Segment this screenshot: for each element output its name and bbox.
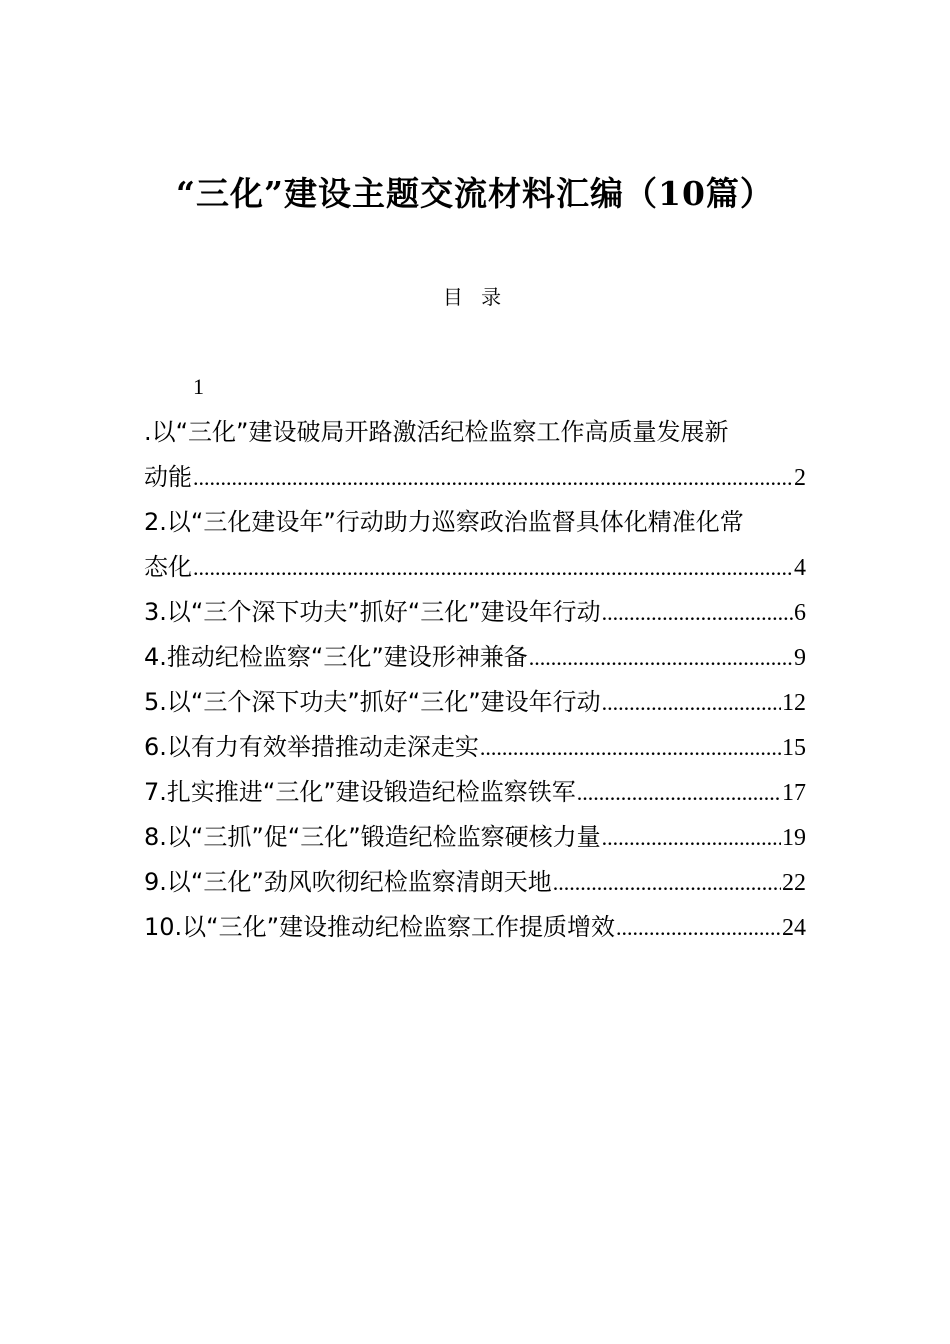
toc-entry-7[interactable] <box>144 770 806 815</box>
toc-entry-1[interactable] <box>144 410 806 500</box>
toc-entry-text: 10.以“三化”建设推动纪检监察工作提质增效 <box>144 913 616 941</box>
toc-page-number: 2 <box>794 465 806 491</box>
toc-dot-leader <box>577 770 781 815</box>
toc-page-number: 15 <box>782 735 806 761</box>
table-of-contents <box>144 410 806 950</box>
toc-entry-8[interactable] <box>144 815 806 860</box>
toc-entry-text-line2: 态化 <box>144 553 192 581</box>
toc-entry-text: 8.以“三抓”促“三化”锻造纪检监察硬核力量 <box>144 823 601 851</box>
toc-entry-text: 6.以有力有效举措推动走深走实 <box>144 733 479 761</box>
toc-dot-leader <box>616 905 781 950</box>
toc-dot-leader <box>193 545 793 590</box>
toc-entry-5[interactable] <box>144 680 806 725</box>
toc-dot-leader <box>529 635 793 680</box>
toc-entry-2[interactable] <box>144 500 806 590</box>
toc-heading: 目 录 <box>442 285 508 309</box>
toc-entry-4[interactable] <box>144 635 806 680</box>
toc-entry-text-line2: 动能 <box>144 463 192 491</box>
toc-entry-text-line1: 2.以“三化建设年”行动助力巡察政治监督具体化精准化常 <box>144 508 744 536</box>
toc-dot-leader <box>602 590 793 635</box>
toc-dot-leader <box>553 860 781 905</box>
toc-entry-3[interactable] <box>144 590 806 635</box>
toc-entry-text: 4.推动纪检监察“三化”建设形神兼备 <box>144 643 528 671</box>
toc-entry-text: 9.以“三化”劲风吹彻纪检监察清朗天地 <box>144 868 552 896</box>
toc-page-number: 17 <box>782 780 806 806</box>
toc-page-number: 22 <box>782 870 806 896</box>
toc-page-number: 6 <box>794 600 806 626</box>
toc-entry-6[interactable] <box>144 725 806 770</box>
document-title: “三化”建设主题交流材料汇编（10篇） <box>176 174 774 213</box>
toc-dot-leader <box>480 725 781 770</box>
toc-entry-text-line1: .以“三化”建设破局开路激活纪检监察工作高质量发展新 <box>144 418 729 446</box>
toc-entry-text: 3.以“三个深下功夫”抓好“三化”建设年行动 <box>144 598 601 626</box>
toc-page-number: 24 <box>782 915 806 941</box>
toc-first-number: 1 <box>193 374 204 399</box>
toc-dot-leader <box>602 815 781 860</box>
toc-entry-9[interactable] <box>144 860 806 905</box>
toc-page-number: 9 <box>794 645 806 671</box>
toc-page-number: 4 <box>794 555 806 581</box>
toc-entry-text: 5.以“三个深下功夫”抓好“三化”建设年行动 <box>144 688 601 716</box>
toc-entry-text: 7.扎实推进“三化”建设锻造纪检监察铁军 <box>144 778 576 806</box>
toc-page-number: 12 <box>782 690 806 716</box>
toc-dot-leader <box>193 455 793 500</box>
toc-dot-leader <box>602 680 781 725</box>
toc-page-number: 19 <box>782 825 806 851</box>
toc-entry-10[interactable] <box>144 905 806 950</box>
